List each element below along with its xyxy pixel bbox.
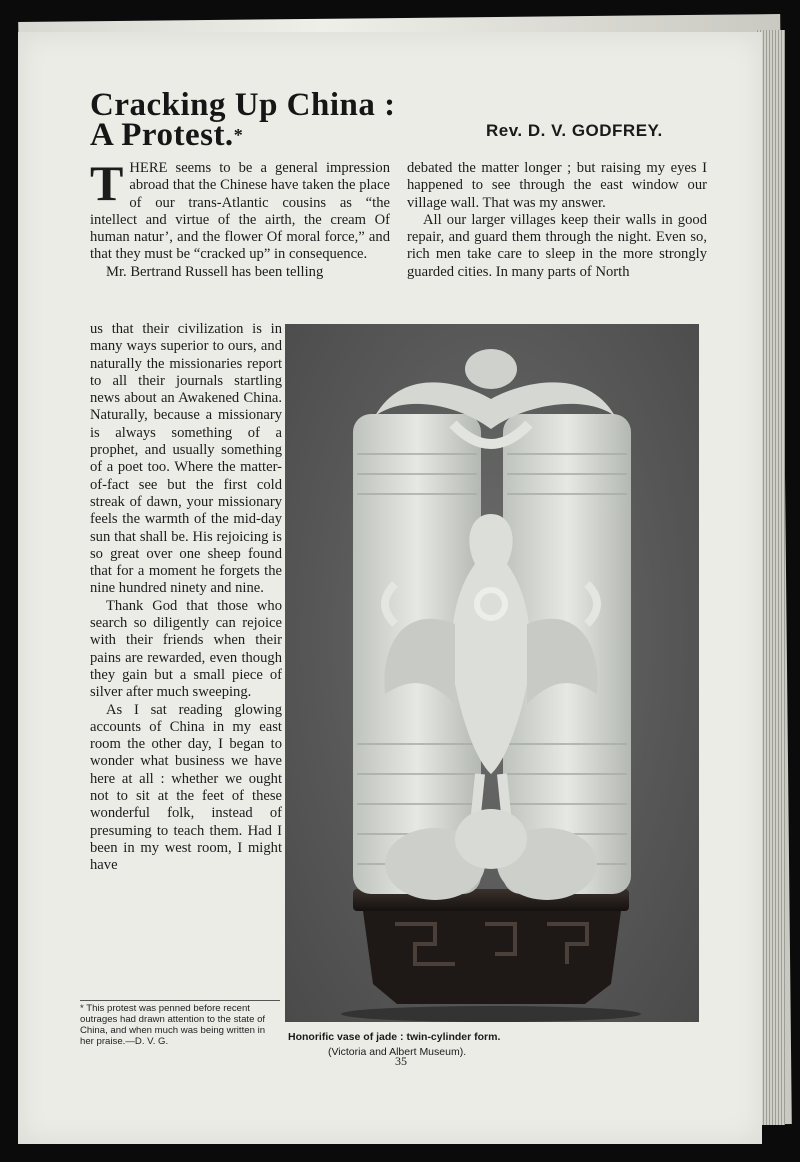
jade-vase-photo bbox=[285, 324, 699, 1022]
paragraph-1: THERE seems to be a general impression abroad that the Chinese have taken the place of our trans-Atlantic cousins as “the intellect and virtue of the airth, the cream Of human natur’, and the flower Of moral force,” and that they must be “cracked up” in consequence. bbox=[90, 155, 390, 263]
paragraph-3: Thank God that those who search so diligently can rejoice with their friends when their pains are rewarded, even though they gain but a small piece of silver after much sweeping. bbox=[90, 597, 282, 701]
caption-source: (Victoria and Albert Museum). bbox=[328, 1046, 467, 1058]
drop-cap: T bbox=[90, 155, 124, 211]
article-title bbox=[90, 87, 490, 153]
book-page bbox=[18, 32, 762, 1144]
column-1-narrow bbox=[90, 321, 282, 875]
paragraph-5: debated the matter longer ; but raising my eyes I happened to see through the east window our village wall. That was my answer. bbox=[407, 160, 707, 211]
column-1-top bbox=[90, 155, 390, 281]
jade-vase-illustration bbox=[285, 324, 699, 1022]
paragraph-6: All our larger villages keep their walls in good repair, and guard them through the night. Even so, rich men take care to sleep in the more strongly guarded cities. In many parts of North bbox=[407, 211, 707, 280]
caption-title: Honorific vase of jade : twin-cylinder form. bbox=[288, 1031, 501, 1043]
author-byline: Rev. D. V. GODFREY. bbox=[486, 121, 663, 140]
paragraph-4: As I sat reading glowing accounts of China in my east room the other day, I began to wonder what business we have here at all : whether we ought not to sit at the feet of these wonderful folk, instead of presuming to teach them. Had I been in my west room, I might have bbox=[90, 701, 282, 874]
wooden-stand bbox=[341, 889, 641, 1022]
title-line-1: Cracking Up China : bbox=[90, 87, 396, 123]
photo-caption bbox=[288, 1030, 588, 1060]
title-footnote-marker: * bbox=[233, 125, 244, 145]
footnote: * This protest was penned before recent outrages had drawn attention to the state of China, and when much was being written in her praise.—D. V. G. bbox=[80, 1000, 280, 1047]
title-line-2: A Protest. bbox=[90, 117, 234, 153]
paragraph-2-rest: us that their civilization is in many ways superior to ours, and naturally the missionaries report to all their journals startling news about an Awakened China. Naturally, because a missionary is always something of a prophet, and usually something of a poet too. Where the matter-of-fact see but the first cold streak of dawn, your missionary feels the warmth of the mid-day sun that shall be. His rejoicing is so great over one sheep found that for a moment he forgets the nine hundred ninety and nine. bbox=[90, 321, 282, 597]
page-number: 35 bbox=[395, 1054, 407, 1068]
column-2-top bbox=[407, 160, 707, 281]
paragraph-2-lead: Mr. Bertrand Russell has been telling bbox=[106, 263, 324, 280]
